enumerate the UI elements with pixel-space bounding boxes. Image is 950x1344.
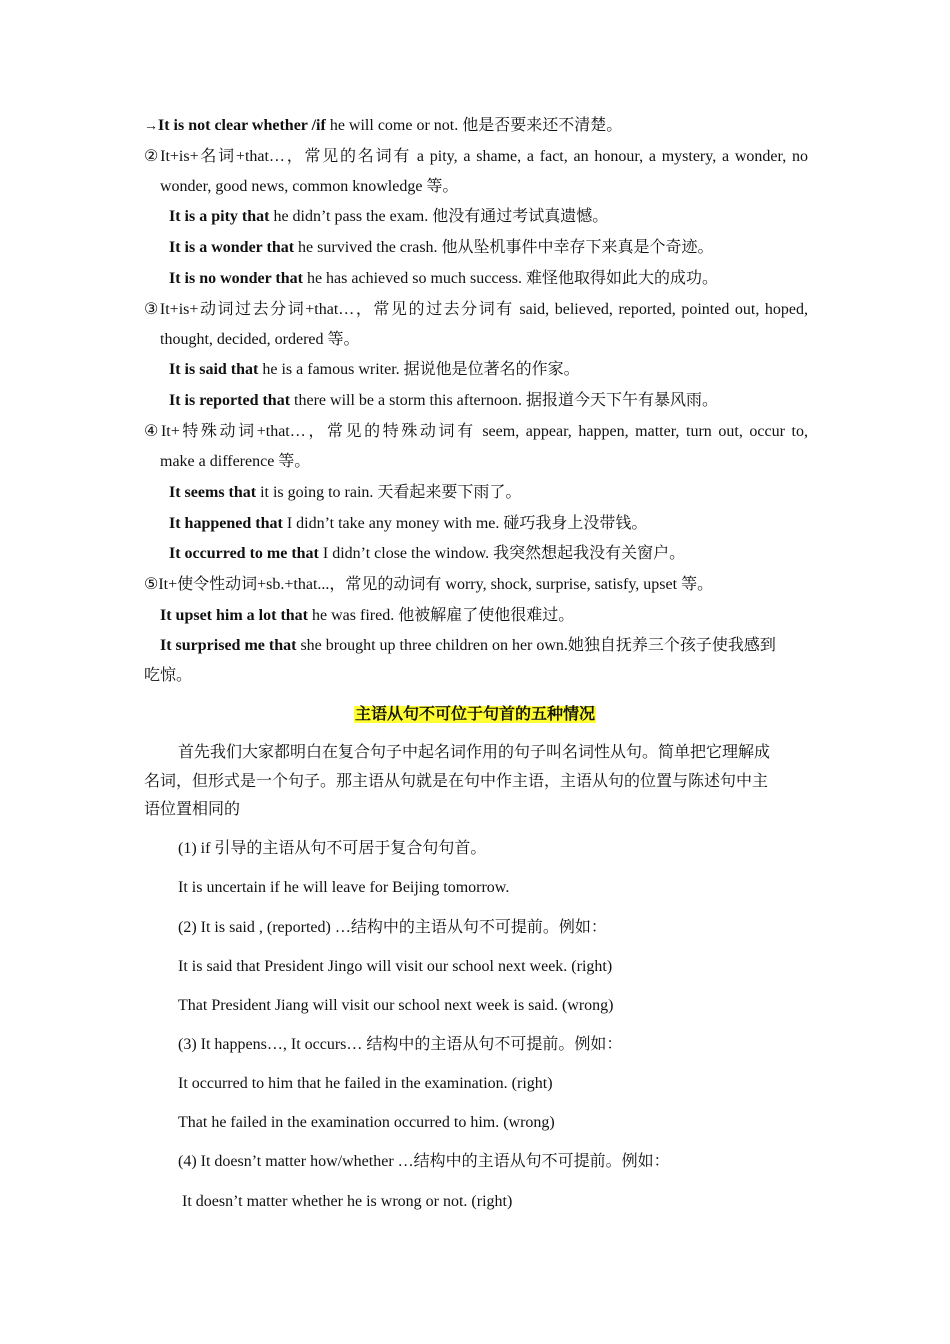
- s2-intro-line2: wonder, good news, common knowledge 等。: [160, 178, 459, 195]
- s4-intro-line1: ④It+特殊动词+that…，常见的特殊动词有 seem, appear, happen, matter, turn out, occur to,: [144, 423, 808, 440]
- s4-example-2: It happened that I didn’t take any money with me. 碰巧我身上没带钱。: [169, 515, 648, 532]
- paragraph-line3: 语位置相同的: [144, 801, 241, 818]
- s3-example-2: It is reported that there will be a storm this afternoon. 据报道今天下午有暴风雨。: [169, 392, 718, 409]
- case-4-example-right: It doesn’t matter whether he is wrong or not. (right): [178, 1193, 513, 1210]
- s2-example-1: It is a pity that he didn’t pass the exam. 他没有通过考试真遗憾。: [169, 208, 609, 225]
- s4-intro-line2: make a difference 等。: [160, 453, 311, 470]
- s3-intro-line2: thought, decided, ordered 等。: [160, 331, 360, 348]
- case-3-heading: (3) It happens…, It occurs… 结构中的主语从句不可提前。例如：: [178, 1036, 623, 1053]
- case-2-example-wrong: That President Jiang will visit our school next week is said. (wrong): [178, 997, 614, 1014]
- case-3-example-right: It occurred to him that he failed in the examination. (right): [178, 1075, 553, 1092]
- s2-intro-line1: ②It+is+名词+that…，常见的名词有 a pity, a shame, a fact, an honour, a mystery, a wonder, no: [144, 148, 808, 165]
- s5-intro-line1: ⑤It+使令性动词+sb.+that...，常见的动词有 worry, shock, surprise, satisfy, upset 等。: [144, 576, 714, 593]
- paragraph-line2: 名词，但形式是一个句子。那主语从句就是在句中作主语，主语从句的位置与陈述句中主: [144, 773, 769, 790]
- s3-example-1: It is said that he is a famous writer. 据说他是位著名的作家。: [169, 361, 580, 378]
- section-heading: [0, 703, 950, 727]
- line-not-clear: →It is not clear whether /if he will come or not. 他是否要来还不清楚。: [144, 117, 623, 134]
- s4-example-3: It occurred to me that I didn’t close the window. 我突然想起我没有关窗户。: [169, 545, 686, 562]
- arrow-icon: →: [144, 119, 158, 134]
- s5-example-1: It upset him a lot that he was fired. 他被解雇了使他很难过。: [160, 607, 575, 624]
- case-1-heading: (1) if 引导的主语从句不可居于复合句句首。: [178, 840, 487, 857]
- case-4-heading: (4) It doesn’t matter how/whether …结构中的主语从句不可提前。例如：: [178, 1153, 670, 1170]
- s2-example-3: It is no wonder that he has achieved so much success. 难怪他取得如此大的成功。: [169, 270, 718, 287]
- s4-example-1: It seems that it is going to rain. 天看起来要下雨了。: [169, 484, 522, 501]
- case-1-example: It is uncertain if he will leave for Beijing tomorrow.: [178, 879, 510, 896]
- bold-phrase: It is not clear whether /if: [158, 117, 326, 134]
- paragraph-line1: 首先我们大家都明白在复合句子中起名词作用的句子叫名词性从句。简单把它理解成: [178, 744, 771, 761]
- s2-example-2: It is a wonder that he survived the crash. 他从坠机事件中幸存下来真是个奇迹。: [169, 239, 714, 256]
- case-2-heading: (2) It is said , (reported) …结构中的主语从句不可提前。例如：: [178, 919, 607, 936]
- case-3-example-wrong: That he failed in the examination occurred to him. (wrong): [178, 1114, 555, 1131]
- case-2-example-right: It is said that President Jingo will visit our school next week. (right): [178, 958, 613, 975]
- highlighted-title: 主语从句不可位于句首的五种情况: [354, 706, 595, 723]
- s5-example-2-continued: 吃惊。: [144, 667, 193, 684]
- s3-intro-line1: ③It+is+动词过去分词+that…，常见的过去分词有 said, believed, reported, pointed out, hoped,: [144, 301, 808, 318]
- s5-example-2: It surprised me that she brought up three children on her own.她独自抚养三个孩子使我感到: [160, 637, 776, 654]
